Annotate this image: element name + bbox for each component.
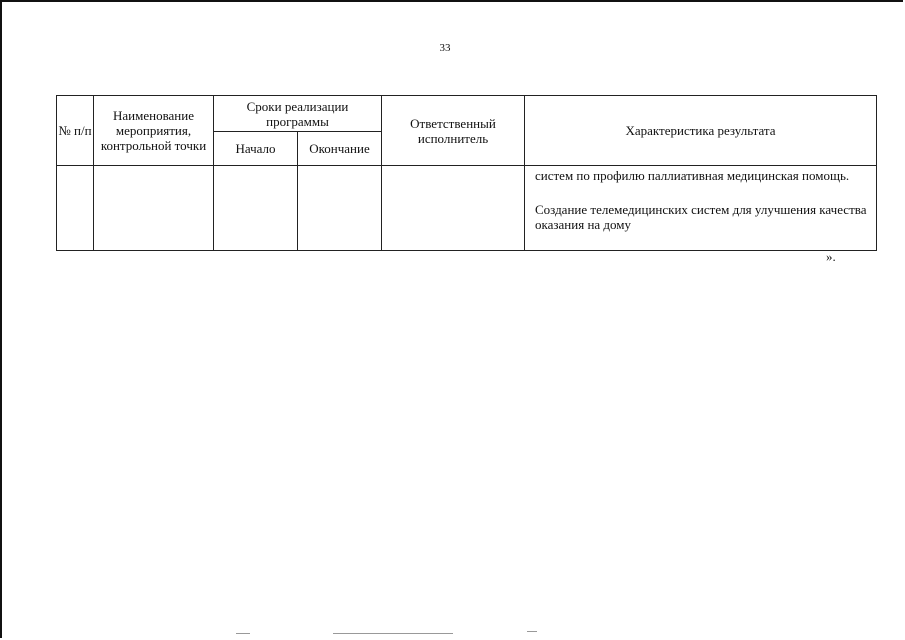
result-paragraph-2: Создание телемедицинских систем для улучшения качества оказания на дому xyxy=(535,202,867,232)
paragraph-gap xyxy=(535,183,870,202)
row-start-cell xyxy=(214,166,298,251)
row-num-cell xyxy=(57,166,94,251)
result-paragraph-1: систем по профилю паллиативная медицинская помощь. xyxy=(535,168,850,183)
header-start: Начало xyxy=(214,132,298,166)
header-end: Окончание xyxy=(298,132,382,166)
scan-speck xyxy=(527,631,537,632)
header-result: Характеристика результата xyxy=(525,96,877,166)
header-name: Наименование мероприятия, контрольной точки xyxy=(94,96,214,166)
row-responsible-cell xyxy=(382,166,525,251)
header-num: № п/п xyxy=(57,96,94,166)
row-end-cell xyxy=(298,166,382,251)
table-row xyxy=(57,166,877,251)
page-number: 33 xyxy=(439,42,451,54)
row-name-cell xyxy=(94,166,214,251)
header-responsible: Ответственный исполнитель xyxy=(382,96,525,166)
header-row-top xyxy=(57,96,877,132)
scan-speck xyxy=(333,633,453,634)
header-period: Сроки реализации программы xyxy=(214,96,382,132)
closing-quote-mark: ». xyxy=(826,249,836,264)
activities-table xyxy=(56,95,877,251)
row-result-cell xyxy=(525,166,877,251)
scan-speck xyxy=(236,633,250,634)
